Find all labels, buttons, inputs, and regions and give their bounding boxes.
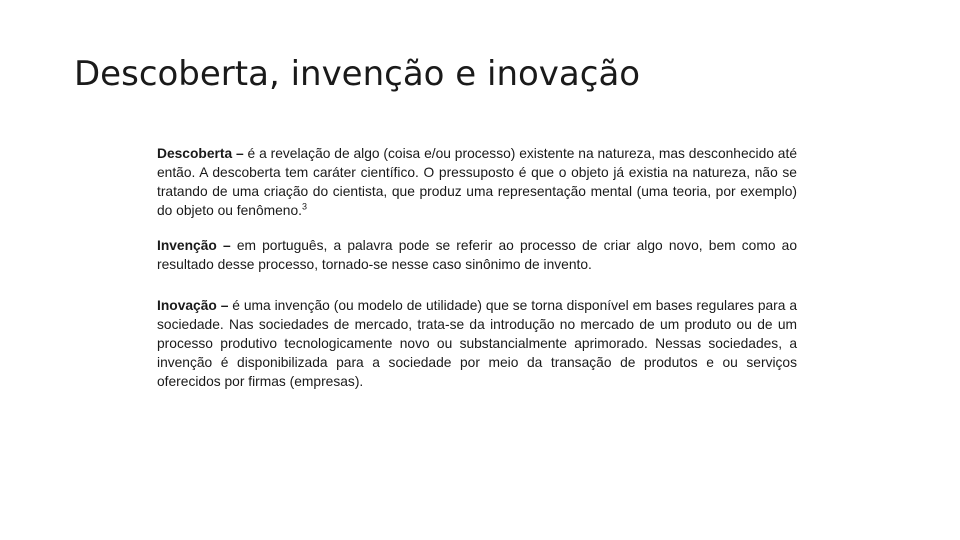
term-inovacao: Inovação <box>157 298 217 313</box>
term-dash: – <box>216 238 237 253</box>
definition-text-invencao: em português, a palavra pode se referir ao processo de criar algo novo, bem como ao resultado desse processo, tornado-se nesse caso sinônimo de invento. <box>157 238 798 272</box>
definition-invencao <box>157 236 797 274</box>
definition-text-descoberta: é a revelação de algo (coisa e/ou processo) existente na natureza, mas desconhecido até então. A descoberta tem caráter científico. O pressuposto é que o objeto já existia na natureza, não se tratando de uma criação do cientista, que produz uma representação mental (uma teoria, por exemplo) do objeto ou fenômeno. <box>157 146 797 218</box>
definition-text-inovacao: é uma invenção (ou modelo de utilidade) que se torna disponível em bases regulares para a sociedade. Nas sociedades de mercado, trata-se da introdução no mercado de um produto ou de um processo produtivo tecnologicamente novo ou substancialmente aprimorado. Nessas sociedades, a invenção é disponibilizada para a sociedade por meio da transação de produtos e ou serviços oferecidos por firmas (empresas). <box>157 298 798 389</box>
definitions-block <box>157 144 797 391</box>
definition-inovacao <box>157 296 797 391</box>
term-dash: – <box>216 298 233 313</box>
definition-descoberta <box>157 144 797 220</box>
term-descoberta: Descoberta <box>157 146 233 161</box>
slide-title: Descoberta, invenção e inovação <box>74 54 641 94</box>
footnote-marker: 3 <box>301 201 307 212</box>
term-invencao: Invenção <box>157 238 217 253</box>
term-dash: – <box>232 146 248 161</box>
